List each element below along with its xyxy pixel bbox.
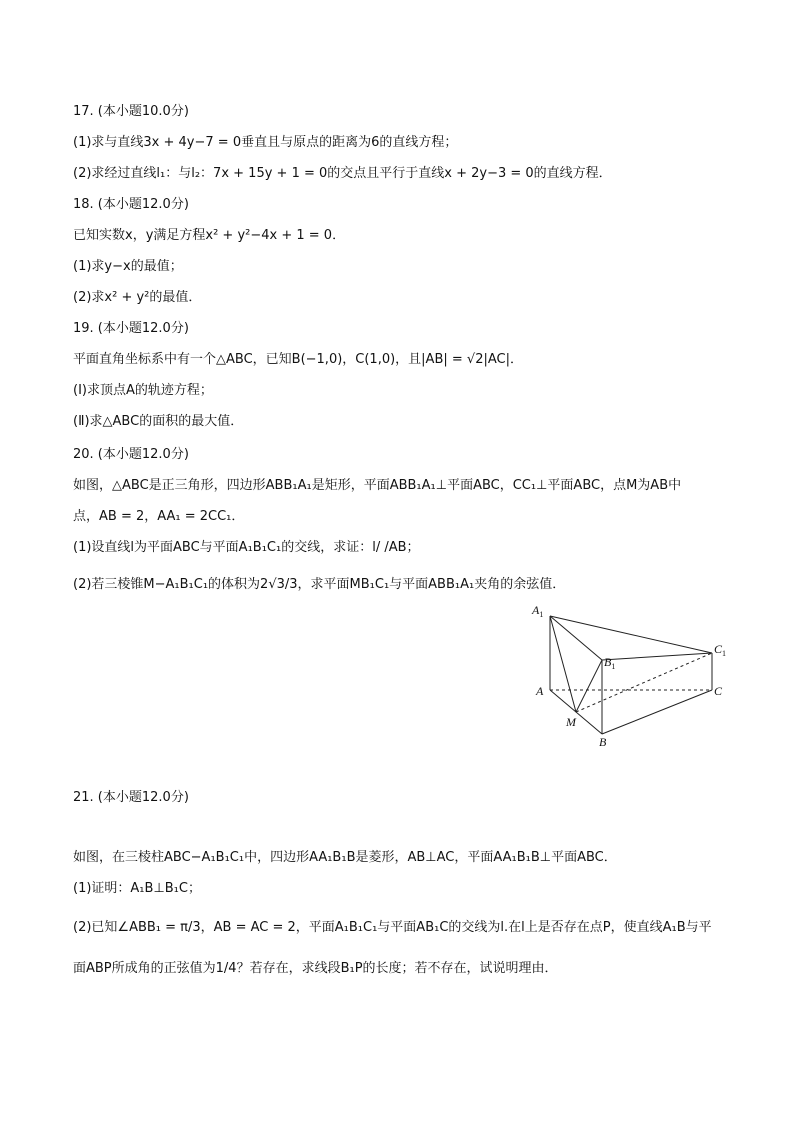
problem-21-part-2b: 面ABP所成角的正弦值为1/4？若存在，求线段B₁P的长度；若不存在，试说明理由． xyxy=(73,961,558,976)
problem-20-part-1: (1)设直线l为平面ABC与平面A₁B₁C₁的交线，求证：l/ /AB； xyxy=(73,540,420,555)
problem-20-header: 20. (本小题12.0分) xyxy=(73,447,189,462)
problem-19-part-1: (Ⅰ)求顶点A的轨迹方程； xyxy=(73,383,213,398)
edge-b1-c1 xyxy=(602,653,712,660)
problem-19-header: 19. (本小题12.0分) xyxy=(73,321,189,336)
problem-21-part-1: (1)证明：A₁B⊥B₁C； xyxy=(73,881,201,896)
problem-20-stem-1: 如图，△ABC是正三角形，四边形ABB₁A₁是矩形，平面ABB₁A₁⊥平面ABC，CC₁⊥平面ABC，点M为AB中 xyxy=(73,478,682,493)
edge-b-c xyxy=(602,690,712,734)
label-b: B xyxy=(599,735,607,749)
edge-b1-m xyxy=(576,660,602,712)
edge-a1-m xyxy=(550,616,576,712)
hidden-edge-m-c1 xyxy=(576,653,712,712)
edge-a1-c1 xyxy=(550,616,712,653)
label-a1: $A_1$ xyxy=(532,603,544,619)
label-c: C xyxy=(714,684,723,698)
problem-17-part-1: (1)求与直线3x + 4y−7 = 0垂直且与原点的距离为6的直线方程； xyxy=(73,135,458,150)
problem-18-part-2: (2)求x² + y²的最值． xyxy=(73,290,202,305)
problem-21-part-2a: (2)已知∠ABB₁ = π/3，AB = AC = 2，平面A₁B₁C₁与平面AB₁C的交线为l.在l上是否存在点P，使直线A₁B与平 xyxy=(73,920,712,935)
edge-a1-b1 xyxy=(550,616,602,660)
label-m: M xyxy=(566,715,576,729)
prism-figure xyxy=(520,598,740,758)
problem-18-part-1: (1)求y−x的最值； xyxy=(73,259,183,274)
problem-17-part-2: (2)求经过直线l₁：与l₂：7x + 15y + 1 = 0的交点且平行于直线x + 2y−3 = 0的直线方程． xyxy=(73,166,612,181)
problem-18-header: 18. (本小题12.0分) xyxy=(73,197,189,212)
problem-21-header: 21. (本小题12.0分) xyxy=(73,790,189,805)
label-b1: $B_1$ xyxy=(604,655,616,671)
problem-17-header: 17. (本小题10.0分) xyxy=(73,104,189,119)
label-a: A xyxy=(536,684,544,698)
problem-18-stem: 已知实数x，y满足方程x² + y²−4x + 1 = 0． xyxy=(73,228,346,243)
problem-21-stem: 如图，在三棱柱ABC−A₁B₁C₁中，四边形AA₁B₁B是菱形，AB⊥AC，平面AA₁B₁B⊥平面ABC． xyxy=(73,850,617,865)
problem-19-stem: 平面直角坐标系中有一个△ABC，已知B(−1,0)，C(1,0)，且|AB| = √2|AC|． xyxy=(73,352,523,367)
problem-19-part-2: (Ⅱ)求△ABC的面积的最大值． xyxy=(73,414,244,429)
label-c1: $C_1$ xyxy=(714,642,727,658)
problem-20-part-2: (2)若三棱锥M−A₁B₁C₁的体积为2√3/3，求平面MB₁C₁与平面ABB₁A₁夹角的余弦值． xyxy=(73,577,566,592)
problem-20-stem-2: 点，AB = 2，AA₁ = 2CC₁． xyxy=(73,509,245,524)
